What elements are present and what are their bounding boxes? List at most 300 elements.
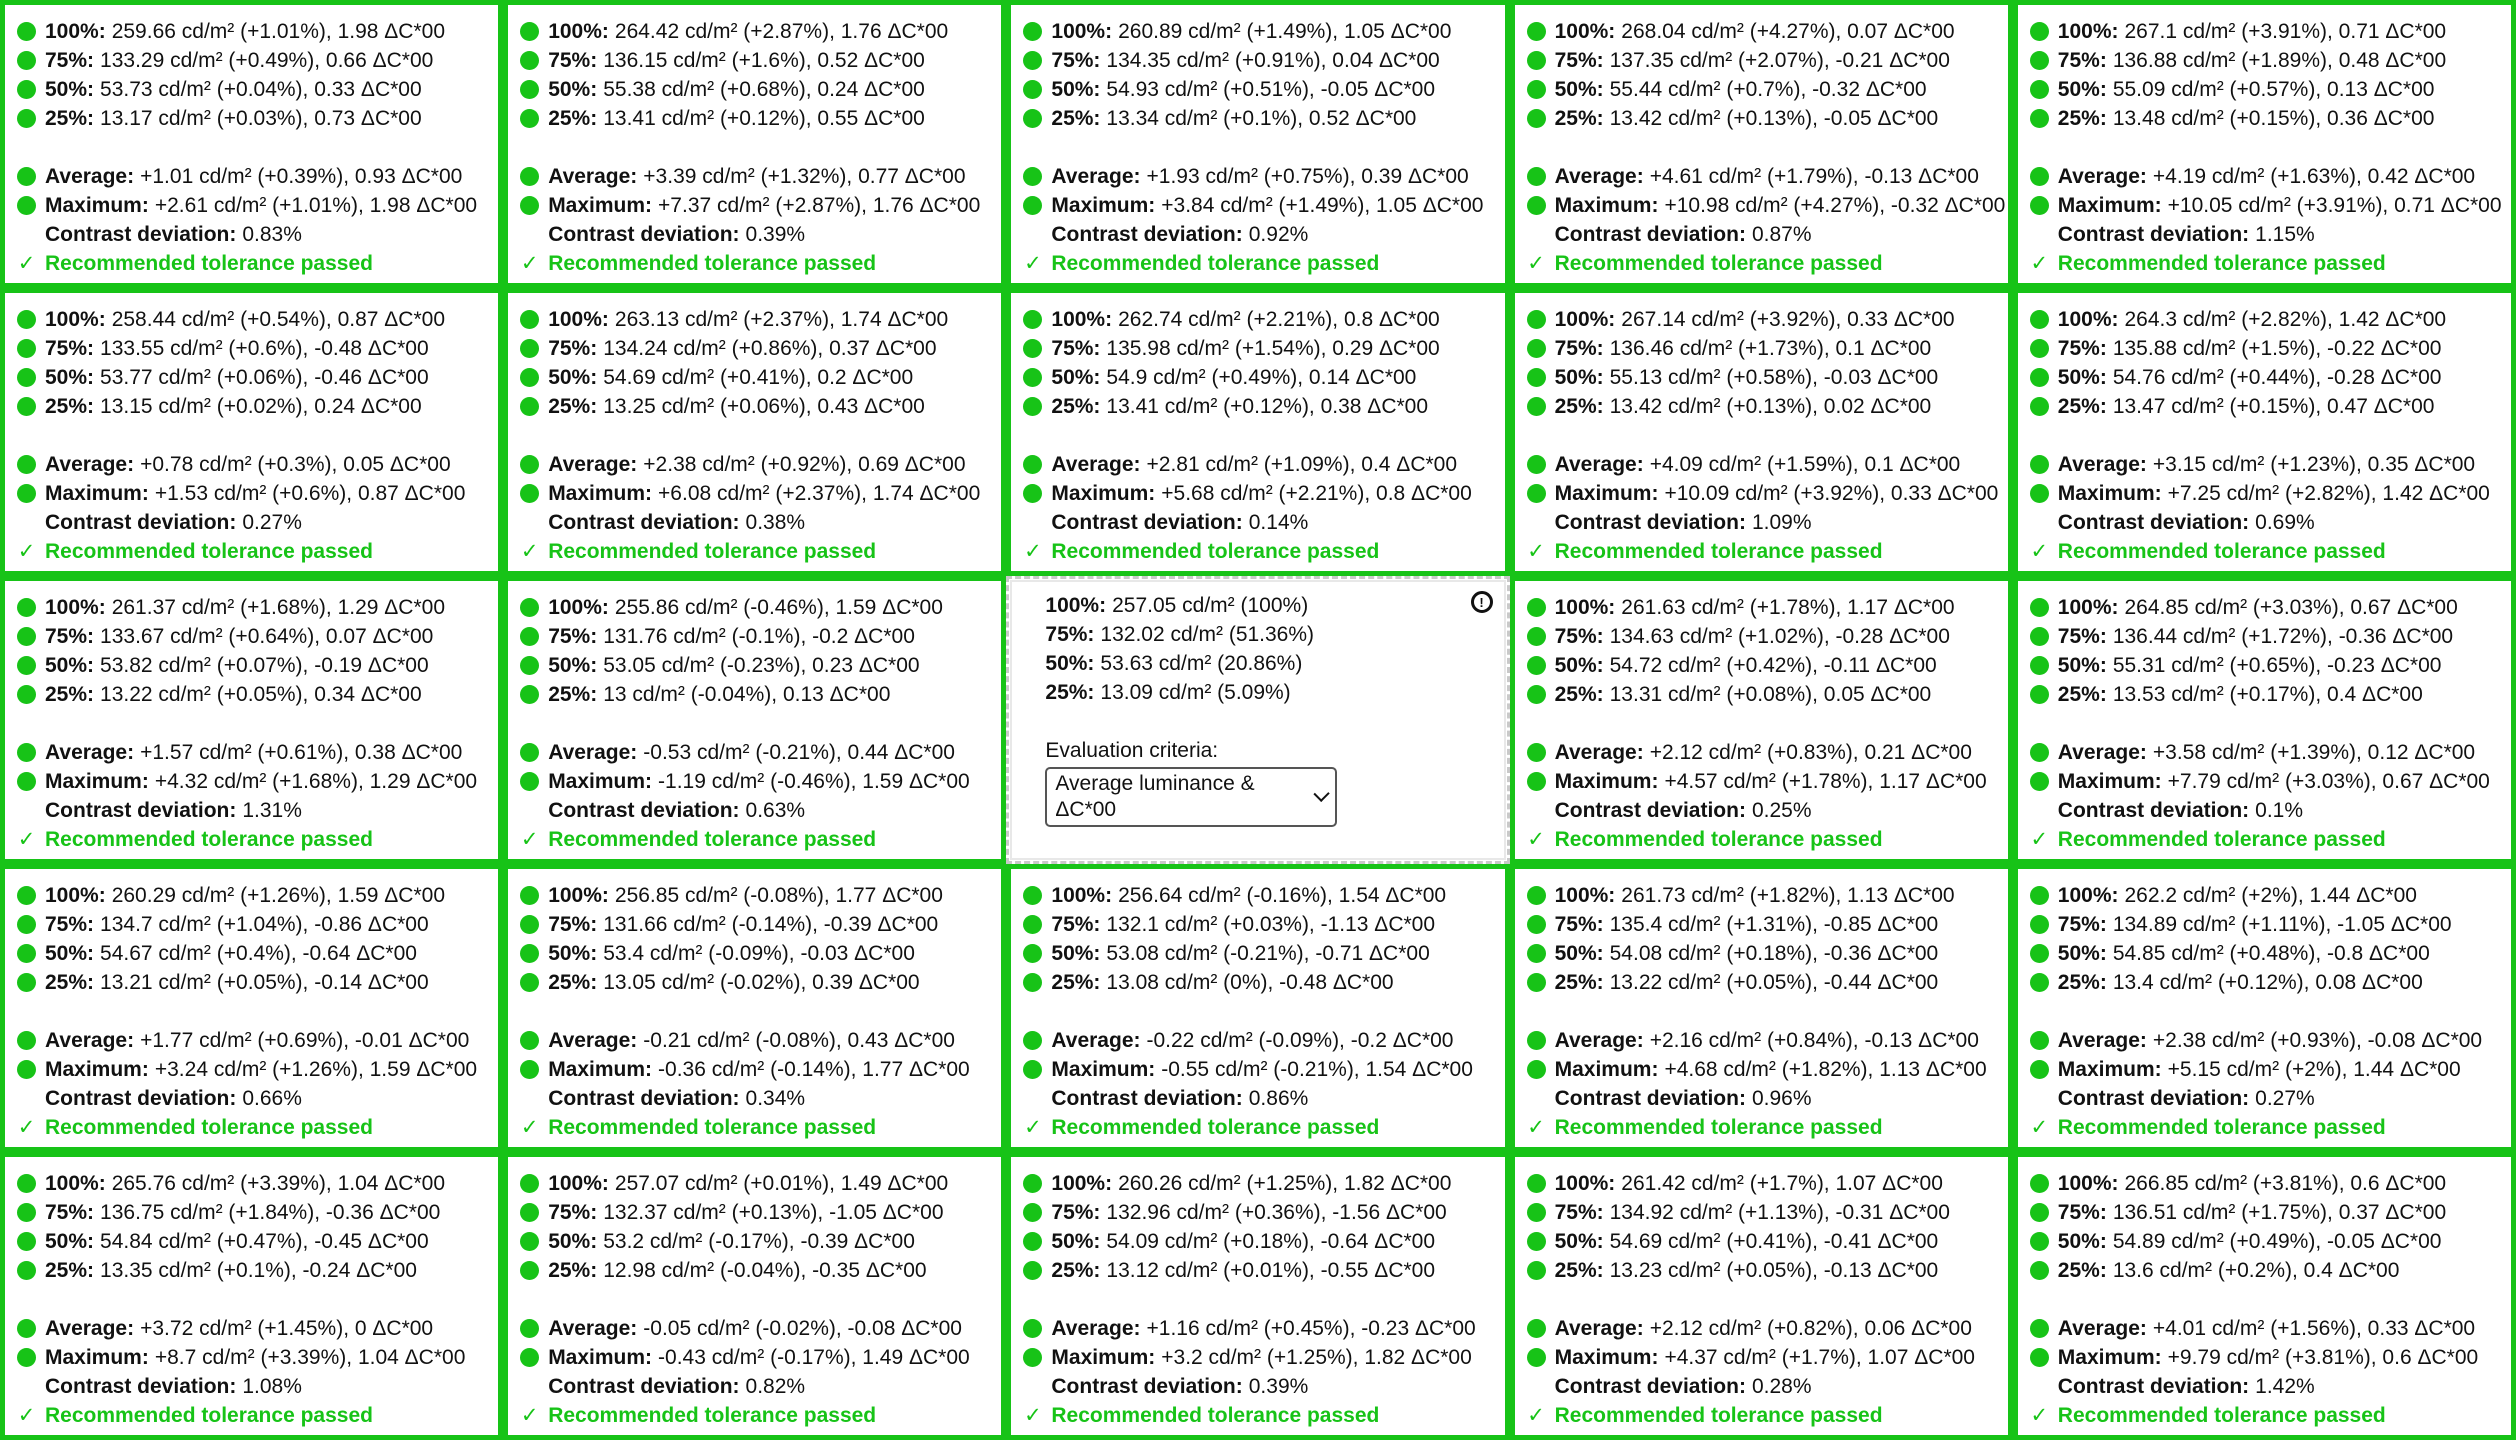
status-dot-icon (1023, 397, 1042, 416)
label-25: 25%: (1051, 395, 1101, 418)
value-maximum: -1.19 cd/m² (-0.46%), 1.59 ΔC*00 (658, 770, 970, 793)
tolerance-status-text: Recommended tolerance passed (1051, 1116, 1380, 1139)
label-maximum: Maximum: (2057, 1058, 2162, 1081)
label-50: 50%: (1554, 78, 1604, 101)
status-dot-icon (2030, 339, 2049, 358)
status-dot-icon (520, 368, 539, 387)
status-dot-icon (1023, 80, 1042, 99)
status-dot-icon (520, 310, 539, 329)
label-25: 25%: (45, 971, 95, 994)
label-100: 100%: (1554, 596, 1616, 619)
value-50: 54.08 cd/m² (+0.18%), -0.36 ΔC*00 (1609, 942, 1939, 965)
value-contrast: 0.25% (1751, 799, 1812, 822)
label-contrast: Contrast deviation: (1554, 511, 1746, 534)
row-100 (1527, 881, 1996, 910)
status-dot-icon (520, 80, 539, 99)
label-average: Average: (548, 1317, 638, 1340)
value-average: +1.16 cd/m² (+0.45%), -0.23 ΔC*00 (1146, 1317, 1476, 1340)
row-50 (520, 75, 989, 104)
label-contrast: Contrast deviation: (45, 799, 237, 822)
label-average: Average: (2057, 741, 2147, 764)
value-contrast: 0.87% (1751, 223, 1812, 246)
value-50: 54.84 cd/m² (+0.47%), -0.45 ΔC*00 (100, 1230, 429, 1253)
label-50: 50%: (1051, 78, 1101, 101)
row-contrast (1023, 220, 1492, 249)
row-75 (1527, 1198, 1996, 1227)
spacer (17, 709, 486, 738)
row-average (1023, 1314, 1492, 1343)
label-contrast: Contrast deviation: (2057, 511, 2250, 534)
row-average (1527, 450, 1996, 479)
row-average (2030, 1314, 2499, 1343)
checkmark-icon: ✓ (1527, 1116, 1545, 1139)
row-contrast (1023, 508, 1492, 537)
value-50: 55.38 cd/m² (+0.68%), 0.24 ΔC*00 (603, 78, 925, 101)
row-contrast (1527, 1372, 1996, 1401)
row-25 (17, 392, 486, 421)
value-75: 135.4 cd/m² (+1.31%), -0.85 ΔC*00 (1609, 913, 1939, 936)
value-50: 53.77 cd/m² (+0.06%), -0.46 ΔC*00 (100, 366, 429, 389)
value-contrast: 0.63% (745, 799, 806, 822)
status-dot-icon (1527, 1060, 1546, 1079)
value-average: +1.01 cd/m² (+0.39%), 0.93 ΔC*00 (140, 165, 463, 188)
checkmark-icon: ✓ (1527, 252, 1545, 275)
row-maximum (1527, 1343, 1996, 1372)
label-75: 75%: (1554, 1201, 1604, 1224)
status-dot-icon (520, 22, 539, 41)
spacer (17, 421, 486, 450)
value-maximum: +9.79 cd/m² (+3.81%), 0.6 ΔC*00 (2167, 1346, 2479, 1369)
label-100: 100%: (1554, 884, 1616, 907)
status-dot-icon (2030, 310, 2049, 329)
row-75 (520, 1198, 989, 1227)
tolerance-status (2030, 537, 2499, 566)
value-75: 133.55 cd/m² (+0.6%), -0.48 ΔC*00 (100, 337, 429, 360)
value-75: 136.88 cd/m² (+1.89%), 0.48 ΔC*00 (2112, 49, 2447, 72)
tolerance-status-text: Recommended tolerance passed (1554, 828, 1883, 851)
value-maximum: +2.61 cd/m² (+1.01%), 1.98 ΔC*00 (154, 194, 478, 217)
value-average: -0.05 cd/m² (-0.02%), -0.08 ΔC*00 (643, 1317, 962, 1340)
row-75 (1527, 622, 1996, 651)
label-75: 75%: (1554, 913, 1604, 936)
label-75: 75%: (45, 49, 95, 72)
label-average: Average: (2057, 1029, 2147, 1052)
row-contrast (1527, 796, 1996, 825)
value-maximum: +7.37 cd/m² (+2.87%), 1.76 ΔC*00 (658, 194, 981, 217)
label-100: 100%: (2057, 20, 2119, 43)
spacer (1023, 1285, 1492, 1314)
label-75: 75%: (548, 1201, 598, 1224)
value-maximum: +3.2 cd/m² (+1.25%), 1.82 ΔC*00 (1161, 1346, 1472, 1369)
status-dot-icon (520, 1319, 539, 1338)
label-contrast: Contrast deviation: (2057, 223, 2250, 246)
value-maximum: +4.37 cd/m² (+1.7%), 1.07 ΔC*00 (1664, 1346, 1975, 1369)
label-maximum: Maximum: (1051, 1346, 1156, 1369)
label-average: Average: (1051, 1029, 1141, 1052)
label-average: Average: (1554, 1317, 1644, 1340)
status-dot-icon (1023, 22, 1042, 41)
value-contrast: 0.92% (1248, 223, 1309, 246)
tolerance-status-text: Recommended tolerance passed (1554, 252, 1883, 275)
status-dot-icon (2030, 167, 2049, 186)
row-75 (17, 334, 486, 363)
value-100: 257.07 cd/m² (+0.01%), 1.49 ΔC*00 (614, 1172, 949, 1195)
value-50: 53.73 cd/m² (+0.04%), 0.33 ΔC*00 (100, 78, 422, 101)
spacer (2030, 133, 2499, 162)
checkmark-icon: ✓ (1024, 540, 1042, 563)
label-contrast: Contrast deviation: (1051, 1375, 1243, 1398)
row-25 (2030, 392, 2499, 421)
tolerance-status-text: Recommended tolerance passed (548, 828, 877, 851)
row-100 (17, 1169, 486, 1198)
label-contrast: Contrast deviation: (1051, 1087, 1243, 1110)
status-dot-icon (520, 455, 539, 474)
row-average (1527, 1314, 1996, 1343)
value-average: +1.93 cd/m² (+0.75%), 0.39 ΔC*00 (1146, 165, 1469, 188)
label-100: 100%: (1051, 20, 1113, 43)
status-dot-icon (1023, 886, 1042, 905)
ref-row-25 (1045, 678, 1492, 707)
row-50 (520, 651, 989, 680)
label-75: 75%: (1051, 1201, 1101, 1224)
row-100 (17, 17, 486, 46)
status-dot-icon (1023, 455, 1042, 474)
row-average (1023, 162, 1492, 191)
spacer (1527, 709, 1996, 738)
value-maximum: +4.57 cd/m² (+1.78%), 1.17 ΔC*00 (1664, 770, 1987, 793)
label-25: 25%: (1051, 971, 1101, 994)
label-maximum: Maximum: (1554, 194, 1659, 217)
value-average: -0.21 cd/m² (-0.08%), 0.43 ΔC*00 (643, 1029, 955, 1052)
label-contrast: Contrast deviation: (1051, 223, 1243, 246)
row-contrast (520, 1084, 989, 1113)
label-average: Average: (1051, 1317, 1141, 1340)
row-100 (1527, 593, 1996, 622)
tolerance-status-text: Recommended tolerance passed (1554, 1404, 1883, 1427)
label-50: 50%: (1554, 942, 1604, 965)
label-maximum: Maximum: (45, 1346, 149, 1369)
value-25: 13.17 cd/m² (+0.03%), 0.73 ΔC*00 (100, 107, 422, 130)
tolerance-status (2030, 825, 2499, 854)
label-average: Average: (2057, 165, 2147, 188)
value-25: 13.4 cd/m² (+0.12%), 0.08 ΔC*00 (2112, 971, 2423, 994)
status-dot-icon (1527, 109, 1546, 128)
checkmark-icon: ✓ (1024, 1404, 1042, 1427)
measurement-cell (2013, 0, 2516, 288)
evaluation-criteria-select[interactable] (1045, 767, 1337, 827)
row-50 (2030, 75, 2499, 104)
status-dot-icon (17, 886, 36, 905)
label-100: 100%: (1554, 20, 1616, 43)
status-dot-icon (2030, 1174, 2049, 1193)
label-average: Average: (2057, 1317, 2147, 1340)
label-maximum: Maximum: (2057, 1346, 2162, 1369)
status-dot-icon (520, 743, 539, 762)
row-100 (520, 305, 989, 334)
row-50 (1527, 1227, 1996, 1256)
info-icon[interactable]: ! (1471, 591, 1493, 613)
status-dot-icon (1527, 1348, 1546, 1367)
status-dot-icon (1023, 484, 1042, 503)
status-dot-icon (1023, 167, 1042, 186)
label-100: 100%: (1051, 308, 1113, 331)
measurement-cell (2013, 288, 2516, 576)
status-dot-icon (2030, 455, 2049, 474)
label-25: 25%: (548, 1259, 598, 1282)
value-50: 54.76 cd/m² (+0.44%), -0.28 ΔC*00 (2112, 366, 2442, 389)
tolerance-status-text: Recommended tolerance passed (1051, 252, 1380, 275)
status-dot-icon (520, 598, 539, 617)
status-dot-icon (17, 1319, 36, 1338)
label-25: 25%: (548, 971, 598, 994)
label-75: 75%: (2057, 1201, 2107, 1224)
row-maximum (520, 1343, 989, 1372)
status-dot-icon (520, 627, 539, 646)
checkmark-icon: ✓ (2030, 540, 2049, 563)
label-100: 100%: (45, 20, 106, 43)
status-dot-icon (17, 1174, 36, 1193)
value-25: 13.48 cd/m² (+0.15%), 0.36 ΔC*00 (2112, 107, 2435, 130)
label-100: 100%: (1045, 594, 1107, 617)
label-contrast: Contrast deviation: (45, 1087, 237, 1110)
value-100: 260.89 cd/m² (+1.49%), 1.05 ΔC*00 (1118, 20, 1452, 43)
row-50 (1023, 1227, 1492, 1256)
value-contrast: 0.38% (745, 511, 806, 534)
label-50: 50%: (1554, 366, 1604, 389)
value-25: 13.6 cd/m² (+0.2%), 0.4 ΔC*00 (2112, 1259, 2400, 1282)
value-average: +4.61 cd/m² (+1.79%), -0.13 ΔC*00 (1649, 165, 1979, 188)
measurement-cell (1006, 1152, 1509, 1440)
label-average: Average: (1554, 1029, 1644, 1052)
status-dot-icon (1023, 1348, 1042, 1367)
status-dot-icon (2030, 1348, 2049, 1367)
label-75: 75%: (1051, 49, 1101, 72)
label-25: 25%: (2057, 1259, 2107, 1282)
status-dot-icon (1527, 1203, 1546, 1222)
label-contrast: Contrast deviation: (1051, 511, 1243, 534)
status-dot-icon (2030, 685, 2049, 704)
row-50 (2030, 1227, 2499, 1256)
status-dot-icon (1527, 627, 1546, 646)
value-50: 54.9 cd/m² (+0.49%), 0.14 ΔC*00 (1106, 366, 1417, 389)
status-dot-icon (17, 368, 36, 387)
measurement-cell (1510, 0, 2013, 288)
tolerance-status (1527, 537, 1996, 566)
value-maximum: +5.68 cd/m² (+2.21%), 0.8 ΔC*00 (1161, 482, 1472, 505)
label-100: 100%: (548, 884, 609, 907)
label-contrast: Contrast deviation: (548, 511, 740, 534)
value-100: 259.66 cd/m² (+1.01%), 1.98 ΔC*00 (111, 20, 445, 43)
value-50: 55.31 cd/m² (+0.65%), -0.23 ΔC*00 (2112, 654, 2442, 677)
value-100: 260.26 cd/m² (+1.25%), 1.82 ΔC*00 (1118, 1172, 1452, 1195)
label-75: 75%: (45, 1201, 95, 1224)
value-average: +2.12 cd/m² (+0.83%), 0.21 ΔC*00 (1649, 741, 1972, 764)
row-25 (17, 968, 486, 997)
row-maximum (17, 479, 486, 508)
value-100: 263.13 cd/m² (+2.37%), 1.74 ΔC*00 (614, 308, 949, 331)
row-contrast (520, 508, 989, 537)
value-contrast: 1.09% (1751, 511, 1812, 534)
row-contrast (17, 1084, 486, 1113)
tolerance-status (17, 825, 486, 854)
spacer (2030, 709, 2499, 738)
value-100: 255.86 cd/m² (-0.46%), 1.59 ΔC*00 (614, 596, 943, 619)
label-maximum: Maximum: (1554, 1346, 1659, 1369)
row-maximum (520, 767, 989, 796)
label-25: 25%: (1051, 1259, 1101, 1282)
label-contrast: Contrast deviation: (548, 1375, 740, 1398)
spacer (520, 133, 989, 162)
label-maximum: Maximum: (548, 482, 653, 505)
tolerance-status (1527, 1401, 1996, 1430)
status-dot-icon (1023, 196, 1042, 215)
label-25: 25%: (45, 1259, 95, 1282)
value-25: 13.47 cd/m² (+0.15%), 0.47 ΔC*00 (2112, 395, 2435, 418)
tolerance-status-text: Recommended tolerance passed (2057, 540, 2386, 563)
label-average: Average: (45, 165, 135, 188)
row-contrast (2030, 220, 2499, 249)
value-maximum: +3.24 cd/m² (+1.26%), 1.59 ΔC*00 (154, 1058, 478, 1081)
row-25 (520, 392, 989, 421)
label-maximum: Maximum: (1051, 1058, 1156, 1081)
row-contrast (17, 220, 486, 249)
label-75: 75%: (548, 913, 598, 936)
row-75 (1023, 1198, 1492, 1227)
row-maximum (1527, 1055, 1996, 1084)
status-dot-icon (1023, 915, 1042, 934)
measurement-cell (1510, 864, 2013, 1152)
label-contrast: Contrast deviation: (2057, 799, 2250, 822)
value-75: 136.75 cd/m² (+1.84%), -0.36 ΔC*00 (100, 1201, 441, 1224)
status-dot-icon (1527, 310, 1546, 329)
tolerance-status (520, 537, 989, 566)
row-100 (1527, 305, 1996, 334)
status-dot-icon (2030, 397, 2049, 416)
value-50: 54.69 cd/m² (+0.41%), -0.41 ΔC*00 (1609, 1230, 1939, 1253)
label-maximum: Maximum: (548, 1058, 653, 1081)
row-maximum (17, 1055, 486, 1084)
value-average: +4.19 cd/m² (+1.63%), 0.42 ΔC*00 (2152, 165, 2476, 188)
tolerance-status (1527, 825, 1996, 854)
ref-value-100: 257.05 cd/m² (100%) (1112, 594, 1309, 617)
label-50: 50%: (2057, 1230, 2107, 1253)
value-25: 13.34 cd/m² (+0.1%), 0.52 ΔC*00 (1106, 107, 1417, 130)
status-dot-icon (1527, 80, 1546, 99)
row-maximum (520, 191, 989, 220)
row-contrast (1527, 220, 1996, 249)
status-dot-icon (17, 339, 36, 358)
label-100: 100%: (45, 596, 106, 619)
measurement-cell (0, 576, 503, 864)
tolerance-status (2030, 1401, 2499, 1430)
status-dot-icon (2030, 368, 2049, 387)
label-maximum: Maximum: (2057, 194, 2162, 217)
label-100: 100%: (45, 1172, 106, 1195)
measurement-cell (1510, 288, 2013, 576)
value-maximum: +4.68 cd/m² (+1.82%), 1.13 ΔC*00 (1664, 1058, 1987, 1081)
tolerance-status (520, 1113, 989, 1142)
label-average: Average: (1051, 453, 1141, 476)
status-dot-icon (1023, 339, 1042, 358)
label-25: 25%: (1554, 395, 1604, 418)
label-50: 50%: (2057, 942, 2107, 965)
row-50 (1527, 75, 1996, 104)
label-average: Average: (45, 1317, 135, 1340)
row-maximum (1023, 479, 1492, 508)
value-75: 134.89 cd/m² (+1.11%), -1.05 ΔC*00 (2112, 913, 2452, 936)
label-average: Average: (1554, 741, 1644, 764)
ref-row-50 (1045, 649, 1492, 678)
value-100: 261.63 cd/m² (+1.78%), 1.17 ΔC*00 (1621, 596, 1955, 619)
status-dot-icon (520, 1348, 539, 1367)
spacer (520, 709, 989, 738)
row-maximum (520, 479, 989, 508)
row-100 (2030, 305, 2499, 334)
checkmark-icon: ✓ (17, 252, 36, 275)
label-75: 75%: (1554, 625, 1604, 648)
value-25: 13.41 cd/m² (+0.12%), 0.55 ΔC*00 (603, 107, 925, 130)
status-dot-icon (1023, 1031, 1042, 1050)
label-contrast: Contrast deviation: (548, 1087, 740, 1110)
status-dot-icon (17, 627, 36, 646)
row-average (17, 450, 486, 479)
value-contrast: 0.1% (2255, 799, 2304, 822)
ref-value-50: 53.63 cd/m² (20.86%) (1100, 652, 1303, 675)
label-average: Average: (1554, 453, 1644, 476)
status-dot-icon (17, 167, 36, 186)
measurement-cell (503, 288, 1006, 576)
status-dot-icon (1527, 656, 1546, 675)
row-maximum (17, 1343, 486, 1372)
tolerance-status-text: Recommended tolerance passed (1051, 540, 1380, 563)
label-contrast: Contrast deviation: (45, 1375, 237, 1398)
row-average (1527, 162, 1996, 191)
row-25 (1023, 1256, 1492, 1285)
value-maximum: -0.43 cd/m² (-0.17%), 1.49 ΔC*00 (658, 1346, 970, 1369)
spacer (1023, 997, 1492, 1026)
row-maximum (520, 1055, 989, 1084)
row-average (520, 162, 989, 191)
label-100: 100%: (548, 20, 609, 43)
label-50: 50%: (548, 942, 598, 965)
row-contrast (2030, 796, 2499, 825)
label-100: 100%: (2057, 596, 2119, 619)
checkmark-icon: ✓ (17, 1404, 36, 1427)
measurement-cell (1006, 864, 1509, 1152)
label-25: 25%: (2057, 395, 2107, 418)
label-average: Average: (1554, 165, 1644, 188)
measurement-cell (503, 1152, 1006, 1440)
value-contrast: 0.96% (1751, 1087, 1812, 1110)
status-dot-icon (17, 743, 36, 762)
spacer (1527, 133, 1996, 162)
value-average: +2.12 cd/m² (+0.82%), 0.06 ΔC*00 (1649, 1317, 1972, 1340)
label-average: Average: (548, 453, 638, 476)
row-average (520, 1026, 989, 1055)
row-25 (1527, 104, 1996, 133)
status-dot-icon (2030, 1319, 2049, 1338)
label-25: 25%: (1554, 971, 1604, 994)
row-75 (520, 334, 989, 363)
row-25 (1527, 680, 1996, 709)
label-50: 50%: (2057, 654, 2107, 677)
status-dot-icon (520, 944, 539, 963)
value-25: 13 cd/m² (-0.04%), 0.13 ΔC*00 (603, 683, 891, 706)
status-dot-icon (1023, 310, 1042, 329)
status-dot-icon (1023, 1261, 1042, 1280)
value-100: 261.73 cd/m² (+1.82%), 1.13 ΔC*00 (1621, 884, 1955, 907)
row-50 (17, 651, 486, 680)
